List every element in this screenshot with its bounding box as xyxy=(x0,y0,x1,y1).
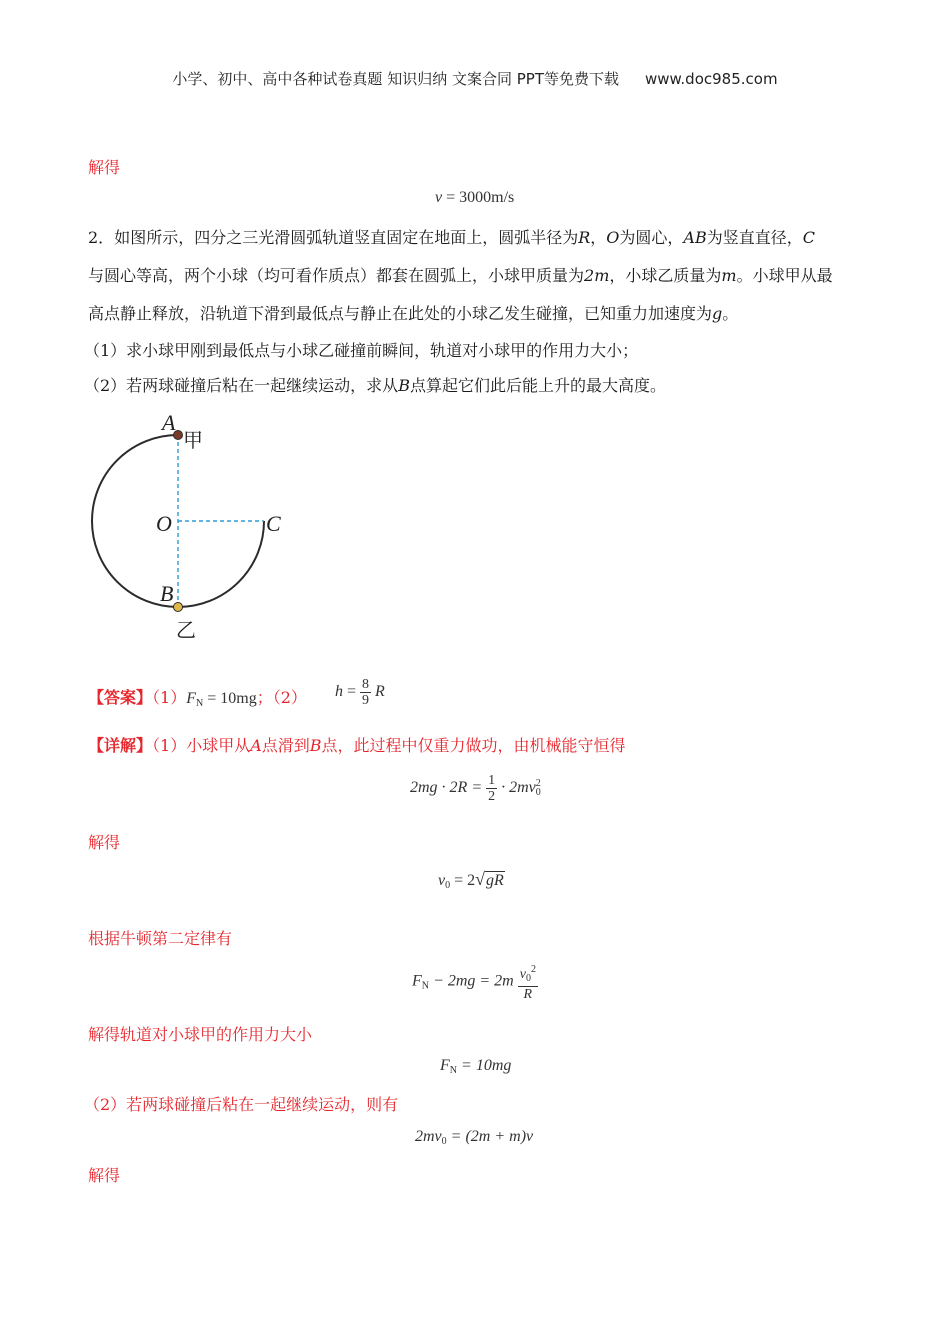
problem-line-3: 高点静止释放，沿轨道下滑到最低点与静止在此处的小球乙发生碰撞，已知重力加速度为g。 xyxy=(88,304,739,323)
equation-v-result: v = 3000m/s xyxy=(435,189,515,206)
answer-h-equation: h = $\frac{8}{9}$ R xyxy=(335,677,385,708)
page-header xyxy=(0,68,950,89)
jiede-label-1: 解得 xyxy=(88,833,121,852)
label-c: C xyxy=(266,511,281,536)
newton-equation: $F_N - 2mg = 2m$ $\frac{v_0^2}{R}$ xyxy=(412,964,536,1002)
normal-force-equation: $F_N = 10mg$ xyxy=(440,1057,512,1076)
label-yi: 乙 xyxy=(176,620,196,642)
velocity-equation: $v_0 = 2√gR$ xyxy=(438,869,504,891)
label-o: O xyxy=(156,511,172,536)
track-diagram xyxy=(80,405,320,645)
momentum-equation: $2mv_0 = (2m + m)v$ xyxy=(415,1128,534,1147)
problem-line-1: 2．如图所示，四分之三光滑圆弧轨道竖直固定在地面上，圆弧半径为R，O为圆心，AB为竖直直径，C xyxy=(88,228,815,247)
detail-line-1: 【详解】（1）小球甲从A点滑到B点，此过程中仅重力做功，由机械能守恒得 xyxy=(88,736,626,755)
header-text: 小学、初中、高中各种试卷真题 知识归纳 文案合同 PPT等免费下载 xyxy=(172,70,619,88)
jiede-label: 解得 xyxy=(88,158,121,177)
jiede-label-2: 解得 xyxy=(88,1166,121,1185)
newton-law-text: 根据牛顿第二定律有 xyxy=(88,929,233,948)
energy-equation: 2mg · 2R = $\frac{1}{2}$ · $2mv_0^2$ xyxy=(410,773,541,804)
question-1: （1）求小球甲刚到最低点与小球乙碰撞前瞬间，轨道对小球甲的作用力大小； xyxy=(84,341,639,360)
question-2: （2）若两球碰撞后粘在一起继续运动，求从B点算起它们此后能上升的最大高度。 xyxy=(84,376,666,395)
label-jia: 甲 xyxy=(183,430,203,452)
ball-yi xyxy=(174,603,183,612)
label-a: A xyxy=(162,410,176,435)
label-b: B xyxy=(160,581,174,606)
part2-text: （2）若两球碰撞后粘在一起继续运动，则有 xyxy=(84,1095,399,1114)
header-site-link[interactable]: www.doc985.com xyxy=(644,70,778,88)
problem-line-2: 与圆心等高，两个小球（均可看作质点）都套在圆弧上，小球甲质量为2m，小球乙质量为m。小球甲从最 xyxy=(88,266,833,285)
answer-line: 【答案】$(1)F_N = 10mg$；（2） xyxy=(88,688,307,709)
jiede-normal-force-text: 解得轨道对小球甲的作用力大小 xyxy=(88,1025,313,1044)
